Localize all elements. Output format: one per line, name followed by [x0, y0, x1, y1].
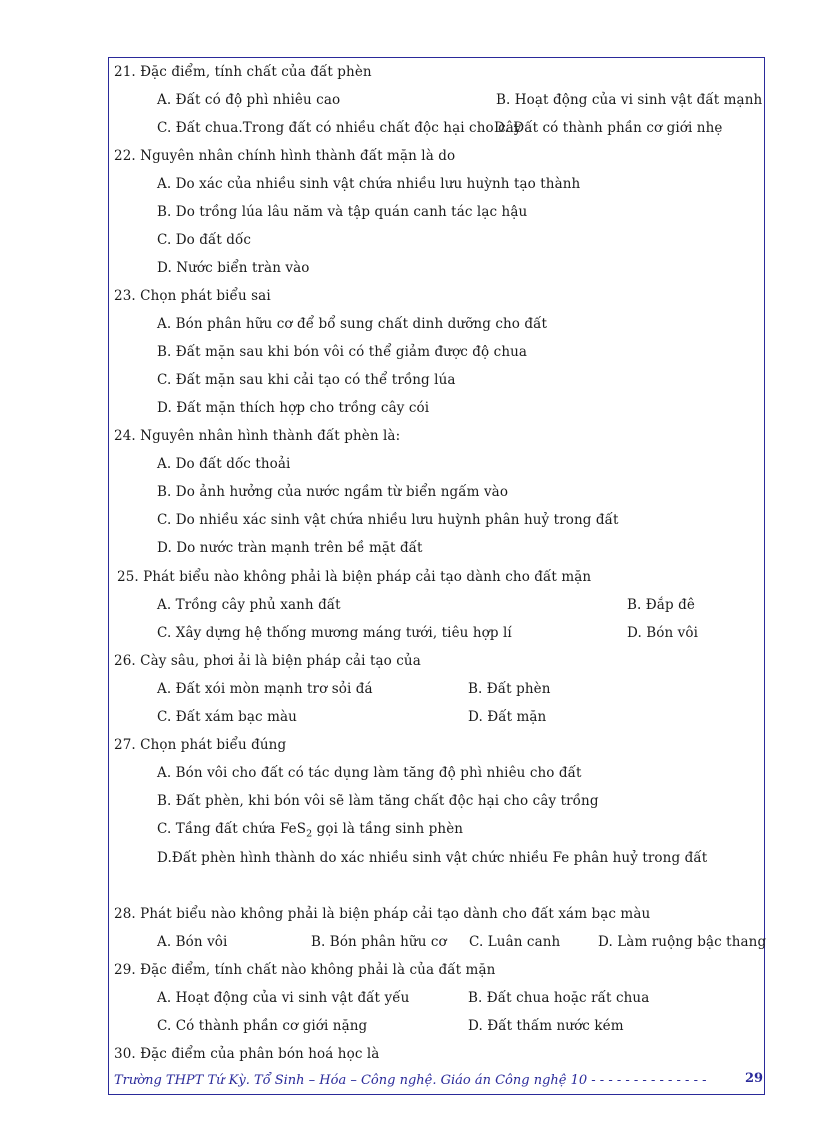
question-26: 26. Cày sâu, phơi ải là biện pháp cải tạo của	[114, 653, 421, 669]
q27-option-c-text-end: gọi là tầng sinh phèn	[312, 821, 464, 837]
q25-option-b: B. Đắp đê	[627, 597, 695, 613]
question-28: 28. Phát biểu nào không phải là biện pháp cải tạo dành cho đất xám bạc màu	[114, 906, 651, 922]
q28-option-b: B. Bón phân hữu cơ	[311, 934, 447, 950]
q28-option-c: C. Luân canh	[469, 934, 561, 950]
q22-option-c: C. Do đất dốc	[157, 232, 252, 248]
q29-option-a: A. Hoạt động của vi sinh vật đất yếu	[157, 990, 410, 1006]
q29-option-c: C. Có thành phần cơ giới nặng	[157, 1018, 368, 1034]
q25-option-d: D. Bón vôi	[627, 625, 699, 641]
q22-option-b: B. Do trồng lúa lâu năm và tập quán canh tác lạc hậu	[157, 204, 528, 220]
q27-option-c-subscript: 2	[306, 828, 313, 840]
q24-option-a: A. Do đất dốc thoải	[157, 456, 291, 472]
question-23: 23. Chọn phát biểu sai	[114, 288, 271, 304]
q27-option-d: D.Đất phèn hình thành do xác nhiều sinh vật chức nhiều Fe phân huỷ trong đất	[157, 850, 708, 866]
q26-option-a: A. Đất xói mòn mạnh trơ sỏi đá	[157, 681, 373, 697]
q28-option-a: A. Bón vôi	[157, 934, 228, 950]
q27-option-c-text: C. Tầng đất chứa FeS	[157, 821, 307, 837]
q26-option-b: B. Đất phèn	[468, 681, 551, 697]
q22-option-a: A. Do xác của nhiều sinh vật chứa nhiều lưu huỳnh tạo thành	[157, 176, 581, 192]
q27-option-b: B. Đất phèn, khi bón vôi sẽ làm tăng chất độc hại cho cây trồng	[157, 793, 599, 809]
q21-option-d: D. Đất có thành phần cơ giới nhẹ	[494, 120, 723, 136]
q26-option-d: D. Đất mặn	[468, 709, 547, 725]
q23-option-b: B. Đất mặn sau khi bón vôi có thể giảm được độ chua	[157, 344, 528, 360]
q29-option-d: D. Đất thấm nước kém	[468, 1018, 624, 1034]
q21-option-c: C. Đất chua.Trong đất có nhiều chất độc hại cho cây	[157, 120, 522, 136]
q22-option-d: D. Nước biển tràn vào	[157, 260, 310, 276]
q23-option-c: C. Đất mặn sau khi cải tạo có thể trồng lúa	[157, 372, 456, 388]
q24-option-c: C. Do nhiều xác sinh vật chứa nhiều lưu huỳnh phân huỷ trong đất	[157, 512, 619, 528]
q26-option-c: C. Đất xám bạc màu	[157, 709, 297, 725]
q24-option-b: B. Do ảnh hưởng của nước ngầm từ biển ngấm vào	[157, 484, 509, 500]
question-27: 27. Chọn phát biểu đúng	[114, 737, 287, 753]
q25-option-a: A. Trồng cây phủ xanh đất	[157, 597, 341, 613]
question-21: 21. Đặc điểm, tính chất của đất phèn	[114, 64, 372, 80]
q21-option-a: A. Đất có độ phì nhiêu cao	[157, 92, 341, 108]
q28-option-d: D. Làm ruộng bậc thang	[598, 934, 767, 950]
page-number: 29	[745, 1071, 764, 1086]
question-24: 24. Nguyên nhân hình thành đất phèn là:	[114, 428, 401, 444]
question-30: 30. Đặc điểm của phân bón hoá học là	[114, 1046, 380, 1062]
q25-option-c: C. Xây dựng hệ thống mương máng tưới, tiêu hợp lí	[157, 625, 512, 641]
q29-option-b: B. Đất chua hoặc rất chua	[468, 990, 650, 1006]
q23-option-d: D. Đất mặn thích hợp cho trồng cây cói	[157, 400, 430, 416]
question-22: 22. Nguyên nhân chính hình thành đất mặn là do	[114, 148, 456, 164]
q27-option-a: A. Bón vôi cho đất có tác dụng làm tăng độ phì nhiêu cho đất	[157, 765, 582, 781]
q27-option-c	[157, 821, 464, 840]
q23-option-a: A. Bón phân hữu cơ để bổ sung chất dinh dưỡng cho đất	[157, 316, 548, 332]
question-25: 25. Phát biểu nào không phải là biện pháp cải tạo dành cho đất mặn	[117, 569, 592, 585]
page-footer: Trường THPT Tứ Kỳ. Tổ Sinh – Hóa – Công nghệ. Giáo án Công nghệ 10 - - - - - - - - - - - - - -	[114, 1073, 707, 1088]
question-29: 29. Đặc điểm, tính chất nào không phải là của đất mặn	[114, 962, 496, 978]
q24-option-d: D. Do nước tràn mạnh trên bề mặt đất	[157, 540, 423, 556]
q21-option-b: B. Hoạt động của vi sinh vật đất mạnh	[496, 92, 763, 108]
